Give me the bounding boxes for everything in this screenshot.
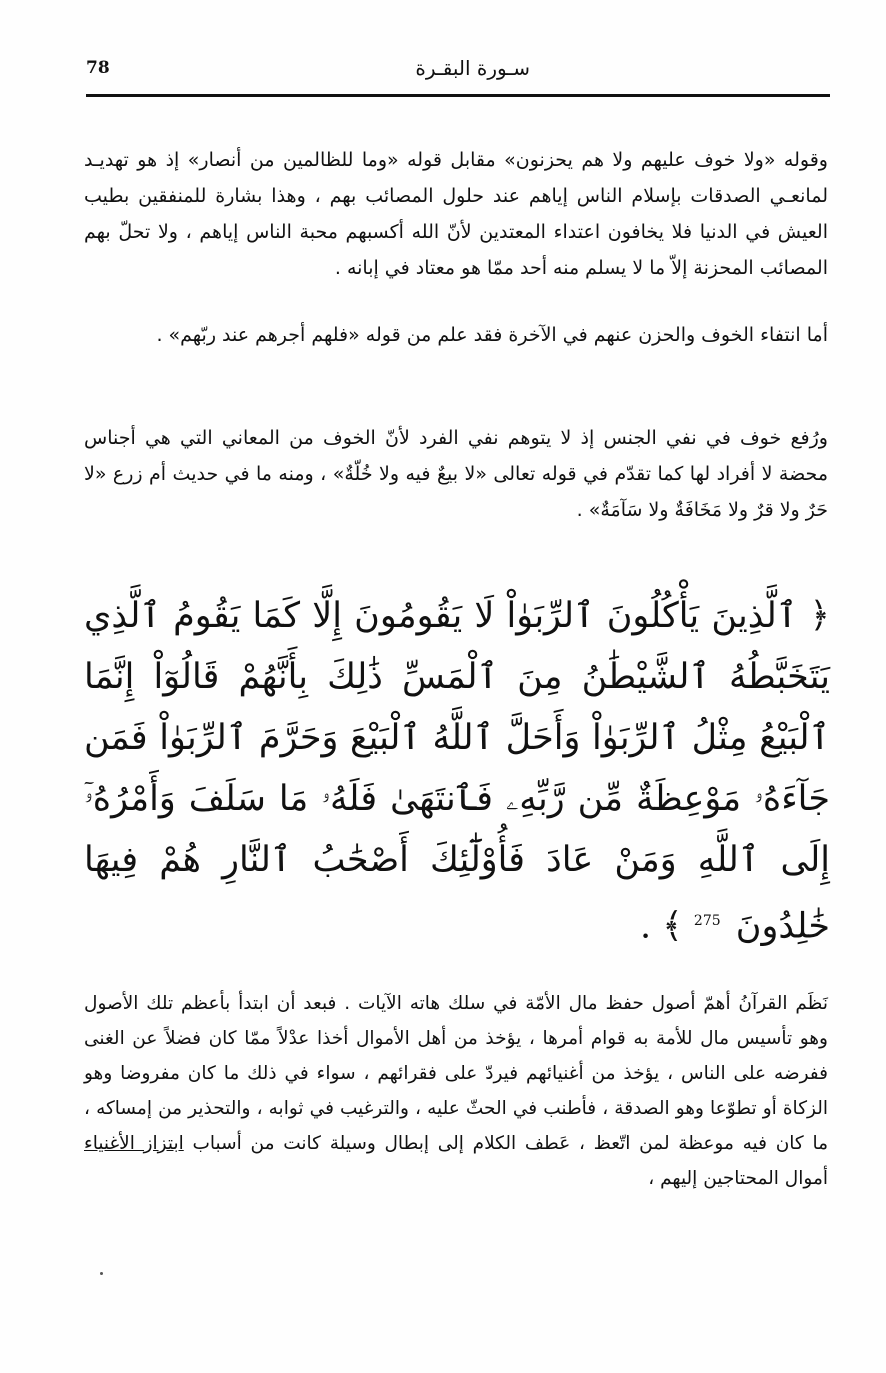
commentary-paragraph-2: أما انتفاء الخوف والحزن عنهم في الآخرة فقد علم من قوله «فلهم أجرهم عند ربّهم» . bbox=[156, 324, 828, 346]
quran-verse bbox=[84, 586, 830, 958]
scan-speck bbox=[100, 1272, 103, 1275]
page-number: 78 bbox=[86, 58, 110, 78]
underlined-phrase: ابتزاز الأغنياء bbox=[84, 1133, 184, 1154]
verse-open-bracket: ﴿ bbox=[809, 596, 830, 636]
commentary-paragraph-1: وقوله «ولا خوف عليهم ولا هم يحزنون» مقابل قوله «وما للظالمين من أنصار» إذ هو تهديـد لمانعـي الصدقات بإسلام الناس إياهم عند حلول المصائب بهم ، وهذا بشارة للمنفقين بطيب العيش في الدنيا فلا يخافون اعتداء المعتدين لأنّ الله أكسبهم محبة الناس إياهم ، ولا تحلّ بهم المصائب المحزنة إلاّ ما لا يسلم منه أحد ممّا هو معتاد في إبانه . bbox=[84, 149, 828, 279]
header-rule bbox=[86, 94, 830, 97]
verse-number: 275 bbox=[693, 913, 721, 929]
commentary-paragraph-4 bbox=[84, 986, 828, 1196]
verse-text: ٱلَّذِينَ يَأْكُلُونَ ٱلرِّبَوٰاْ لَا يَقُومُونَ إِلَّا كَمَا يَقُومُ ٱلَّذِي يَتَخَبَّطُهُ ٱلشَّيْطَٰنُ مِنَ ٱلْمَسِّ ذَٰلِكَ بِأَنَّهُمْ قَالُوٓاْ إِنَّمَا ٱلْبَيْعُ مِثْلُ ٱلرِّبَوٰاْ وَأَحَلَّ ٱللَّهُ ٱلْبَيْعَ وَحَرَّمَ ٱلرِّبَوٰاْ فَمَن جَآءَهُۥ مَوْعِظَةٌ مِّن رَّبِّهِۦ فَٱنتَهَىٰ فَلَهُۥ مَا سَلَفَ وَأَمْرُهُۥٓ إِلَى ٱللَّهِ وَمَنْ عَادَ فَأُوْلَٰٓئِكَ أَصْحَٰبُ ٱلنَّارِ هُمْ فِيهَا خَٰلِدُونَ bbox=[84, 596, 830, 947]
commentary-paragraph-3: ورُفع خوف في نفي الجنس إذ لا يتوهم نفي الفرد لأنّ الخوف من المعاني التي هي أجناس محضة لا أفراد لها كما تقدّم في قوله تعالى «لا بيعٌ فيه ولا خُلّةٌ» ، ومنه ما في حديث أم زرع «لا حَرٌ ولا قرٌ ولا مَخَافَةٌ ولا سَآمَةٌ» . bbox=[84, 427, 828, 521]
verse-close-bracket: ﴾ . bbox=[640, 906, 683, 947]
page-header bbox=[86, 52, 816, 96]
paragraph-4-text-start: نَظَم القرآنُ أهمّ أصول حفظ مال الأمّة في سلك هاته الآيات . فبعد أن ابتدأ بأعظم تلك الأصول وهو تأسيس مال للأمة به قوام أمرها ، يؤخذ من أهل الأموال أخذا عدْلاً ممّا كان فضلاً عن الغنى ففرضه على الناس ، يؤخذ من أغنيائهم فيردّ على فقرائهم ، سواء في ذلك ما كان مفروضا وهو الزكاة أو تطوّعا وهو الصدقة ، فأطنب في الحثّ عليه ، والترغيب في ثوابه ، والتحذير من إمساكه ، ما كان فيه موعظة لمن اتّعظ ، عَطف الكلام إلى إبطال وسيلة كانت من أسباب bbox=[84, 993, 828, 1154]
paragraph-4-text-end: أموال المحتاجين إليهم ، bbox=[648, 1168, 828, 1189]
running-title: سـورة البقـرة bbox=[415, 56, 530, 80]
